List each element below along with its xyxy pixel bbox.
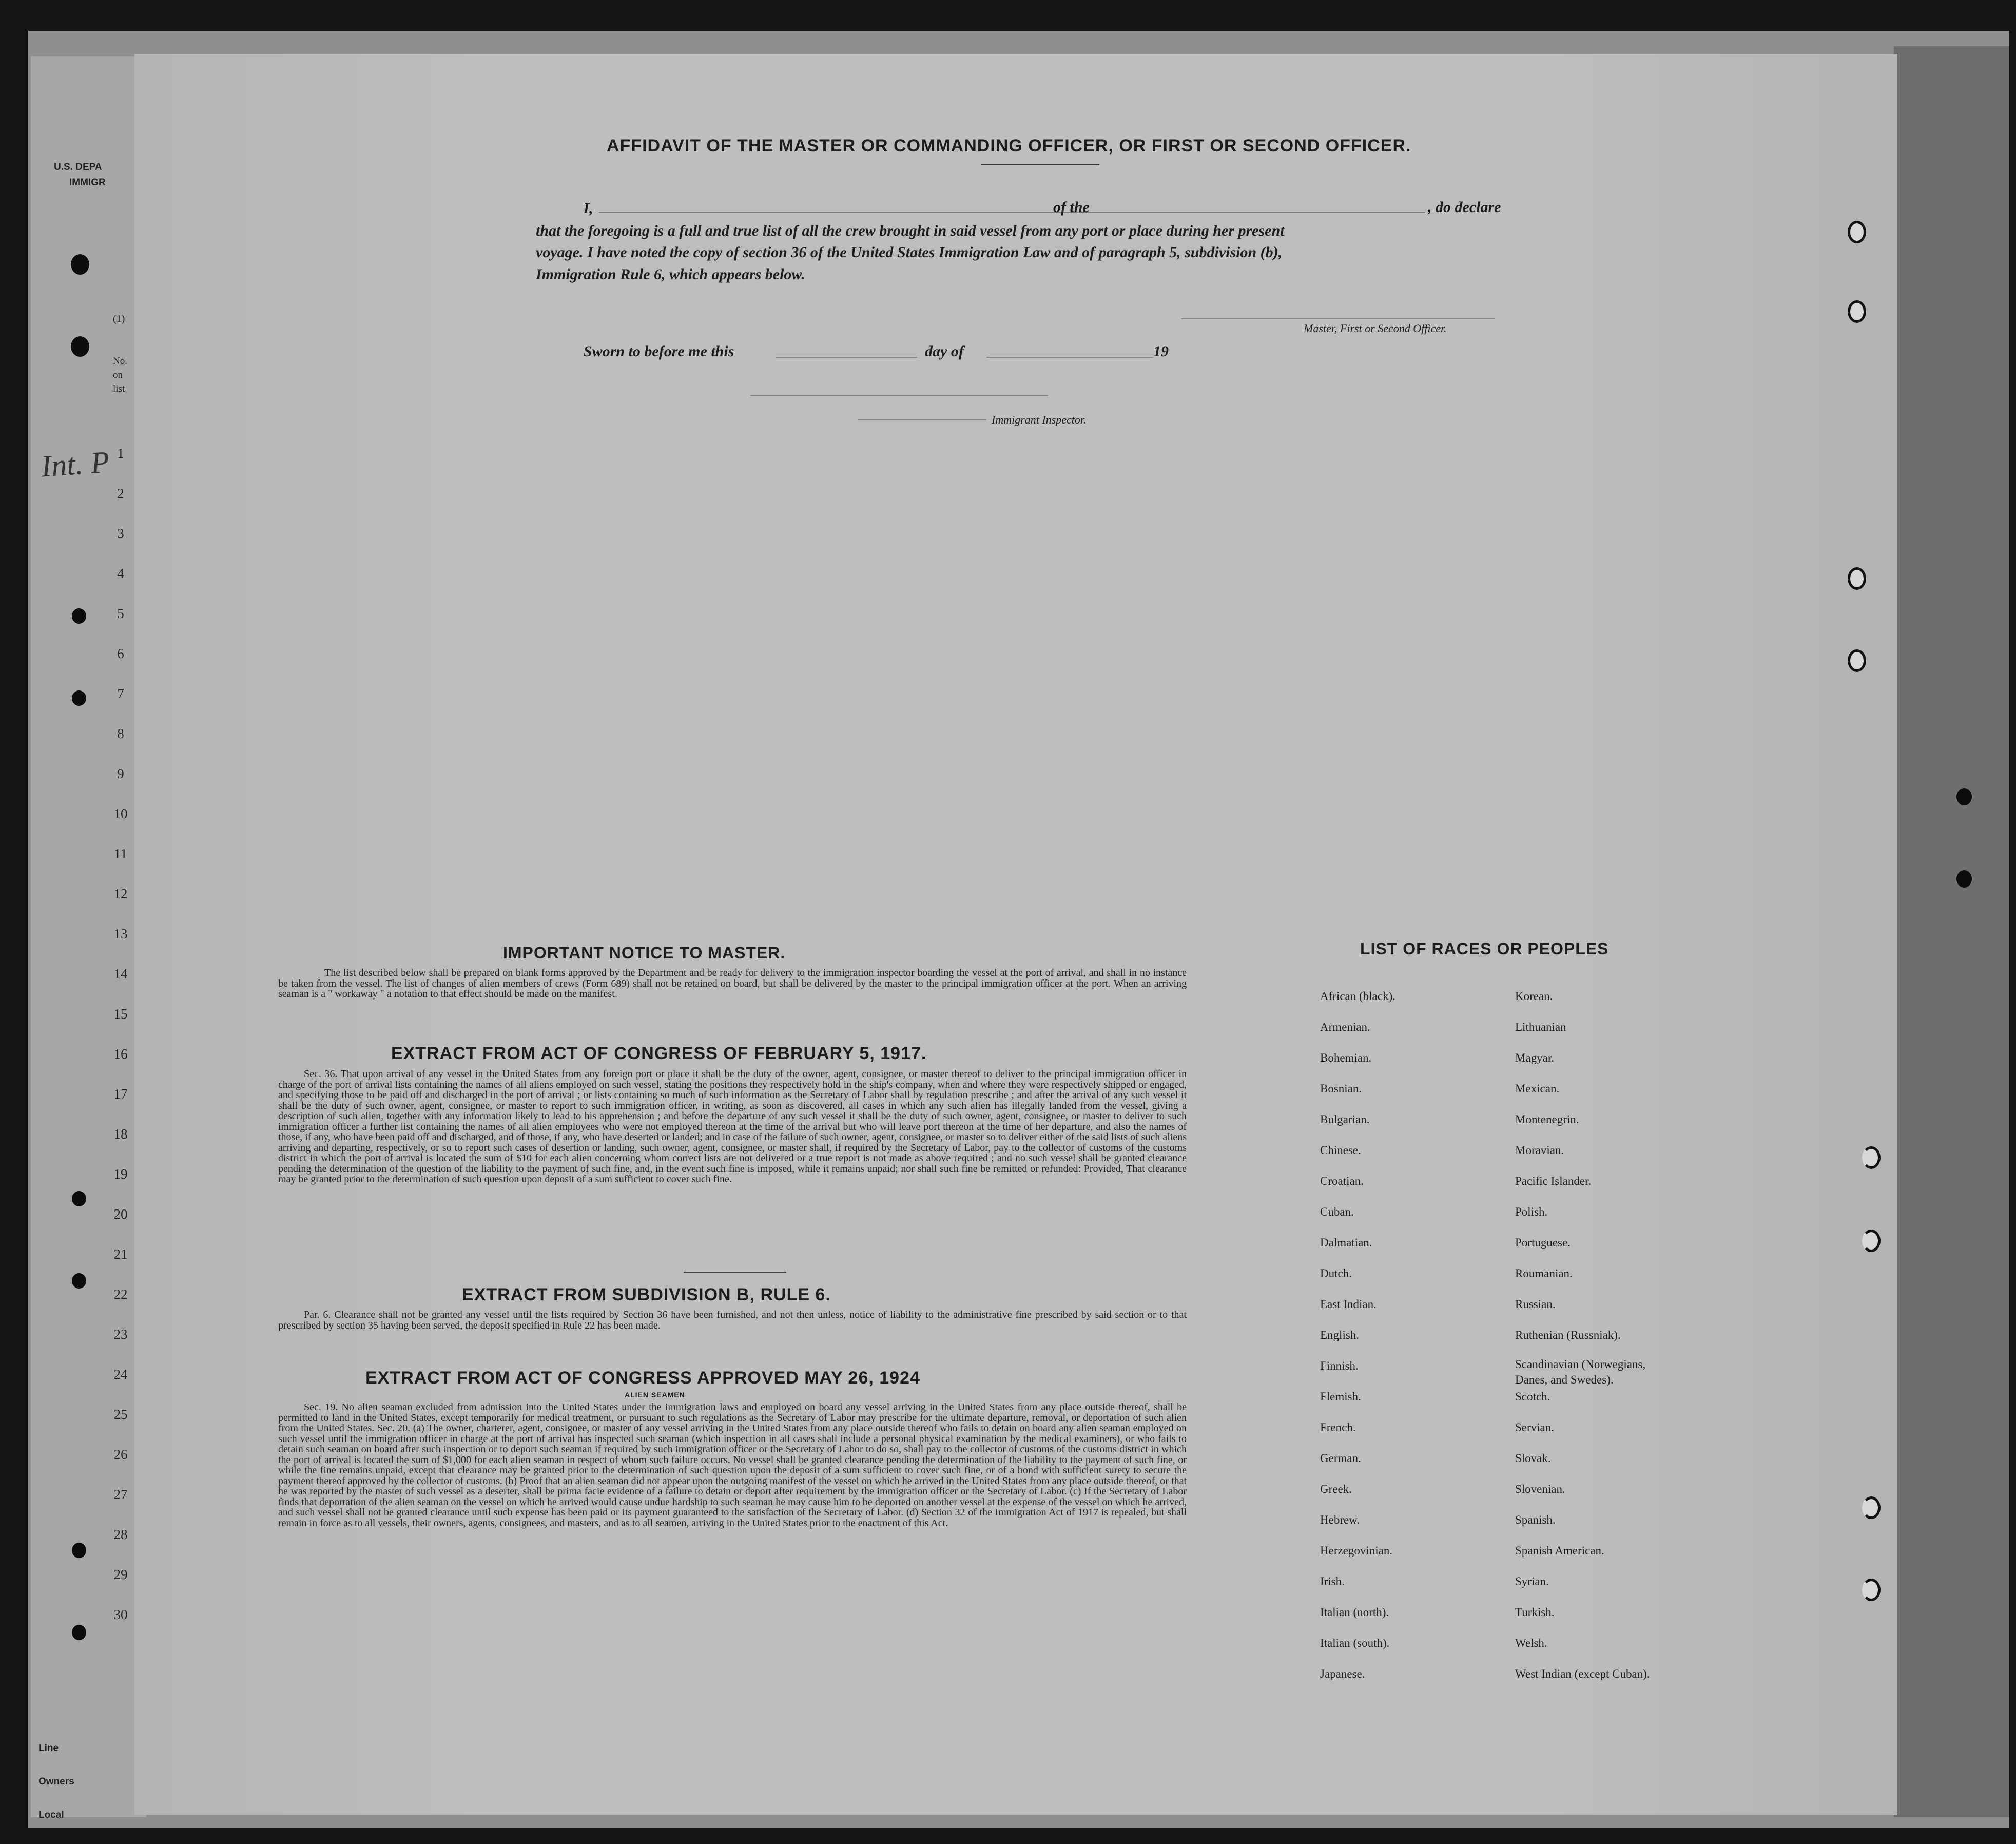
race-item: Dutch.	[1320, 1267, 1352, 1280]
binder-ring-icon	[1848, 649, 1866, 672]
races-title: LIST OF RACES OR PEOPLES	[1360, 939, 1609, 958]
punch-hole	[72, 1625, 86, 1640]
row-number: 9	[117, 766, 124, 781]
row-number: 13	[113, 926, 128, 942]
footer-label-local: Local	[38, 1810, 64, 1820]
column-header-line: No.	[113, 356, 127, 367]
race-item: Spanish.	[1515, 1513, 1556, 1526]
row-number: 11	[114, 846, 127, 861]
race-item: Scandinavian (Norwegians, Danes, and Swedes).	[1515, 1358, 1646, 1386]
extract-1924-title: EXTRACT FROM ACT OF CONGRESS APPROVED MAY 26, 1924	[365, 1368, 920, 1388]
race-item: Scotch.	[1515, 1390, 1550, 1403]
officer-signature-field[interactable]	[1181, 318, 1495, 319]
race-item: Korean.	[1515, 990, 1553, 1003]
race-item: Roumanian.	[1515, 1267, 1573, 1280]
row-number: 17	[113, 1086, 128, 1102]
binder-ring-icon	[1848, 221, 1866, 243]
row-number: 29	[113, 1567, 128, 1582]
row-number: 30	[113, 1607, 128, 1622]
race-item: Spanish American.	[1515, 1544, 1604, 1557]
race-item: Slovenian.	[1515, 1483, 1565, 1495]
row-number: 27	[113, 1487, 128, 1502]
punch-hole	[72, 1273, 86, 1289]
race-item: Welsh.	[1515, 1637, 1547, 1649]
sworn-prefix: Sworn to before me this	[584, 343, 734, 360]
footer-label-owners: Owners	[38, 1776, 74, 1787]
sworn-day-of: day of	[925, 343, 964, 360]
punch-hole	[72, 1191, 86, 1206]
binder-ring-icon	[1862, 1230, 1881, 1252]
row-number: 28	[113, 1527, 128, 1542]
agency-header-line2: IMMIGR	[69, 177, 106, 188]
race-item: Irish.	[1320, 1575, 1345, 1588]
row-number: 21	[113, 1246, 128, 1262]
page-edge-right	[1894, 46, 2009, 1817]
race-item: Bosnian.	[1320, 1082, 1362, 1095]
punch-hole	[1956, 788, 1972, 805]
inspector-signature-field[interactable]	[750, 395, 1048, 396]
punch-hole	[72, 690, 86, 706]
punch-hole	[72, 608, 86, 624]
race-item: Bohemian.	[1320, 1051, 1372, 1064]
row-number: 19	[113, 1166, 128, 1182]
race-item: Syrian.	[1515, 1575, 1549, 1588]
race-item: Italian (north).	[1320, 1606, 1389, 1619]
affidavit-title: AFFIDAVIT OF THE MASTER OR COMMANDING OFFICER, OR FIRST OR SECOND OFFICER.	[607, 136, 1411, 156]
inspector-name-field[interactable]	[858, 419, 986, 420]
footer-label-line: Line	[38, 1743, 59, 1754]
race-item: Finnish.	[1320, 1359, 1359, 1372]
row-number: 22	[113, 1286, 128, 1302]
race-item: Magyar.	[1515, 1051, 1555, 1064]
row-number: 10	[113, 806, 128, 821]
row-number: 15	[113, 1006, 128, 1022]
race-item: Italian (south).	[1320, 1637, 1390, 1649]
race-item: Croatian.	[1320, 1175, 1364, 1187]
row-number: 6	[117, 646, 124, 661]
race-item: French.	[1320, 1421, 1356, 1434]
race-item: Mexican.	[1515, 1082, 1560, 1095]
row-number: 1	[117, 446, 124, 461]
punch-hole	[1956, 870, 1972, 888]
sworn-year: 19	[1153, 343, 1169, 360]
row-number: 14	[113, 966, 128, 982]
race-item: Bulgarian.	[1320, 1113, 1370, 1126]
race-item: Montenegrin.	[1515, 1113, 1579, 1126]
race-item: Portuguese.	[1515, 1236, 1571, 1249]
row-number: 26	[113, 1447, 128, 1462]
row-number: 24	[113, 1367, 128, 1382]
race-item: African (black).	[1320, 990, 1395, 1003]
race-item: Russian.	[1515, 1298, 1556, 1311]
binder-ring-icon	[1848, 567, 1866, 590]
sworn-day-field[interactable]	[776, 357, 917, 358]
row-number: 16	[113, 1046, 128, 1062]
race-item: Greek.	[1320, 1483, 1352, 1495]
race-item: Turkish.	[1515, 1606, 1555, 1619]
column-header	[113, 354, 127, 396]
race-item: Chinese.	[1320, 1144, 1361, 1157]
inspector-label: Immigrant Inspector.	[992, 413, 1087, 426]
extract-1917-title: EXTRACT FROM ACT OF CONGRESS OF FEBRUARY 5, 1917.	[391, 1044, 927, 1063]
row-number: 18	[113, 1126, 128, 1142]
row-number: 25	[113, 1407, 128, 1422]
race-item: Herzegovinian.	[1320, 1544, 1393, 1557]
officer-signature-label: Master, First or Second Officer.	[1304, 322, 1447, 335]
column-number-label: (1)	[113, 313, 125, 324]
binder-ring-icon	[1848, 300, 1866, 323]
binder-ring-icon	[1862, 1146, 1881, 1169]
race-item: Slovak.	[1515, 1452, 1551, 1465]
row-number: 2	[117, 486, 124, 501]
race-item: Servian.	[1515, 1421, 1555, 1434]
column-header-line: list	[113, 383, 125, 394]
title-rule	[981, 164, 1099, 165]
column-header-line: on	[113, 370, 123, 380]
sworn-month-field[interactable]	[986, 357, 1153, 358]
handwritten-note: Int. P	[40, 445, 111, 484]
race-item: German.	[1320, 1452, 1361, 1465]
vessel-name-field[interactable]	[1107, 212, 1425, 213]
race-item: Japanese.	[1320, 1667, 1365, 1680]
race-item: West Indian (except Cuban).	[1515, 1667, 1650, 1680]
extract-rule6-text: Par. 6. Clearance shall not be granted any vessel until the lists required by Section 36 have been furnished, and not then unless, notice of liability to the administrative fine prescribed by said section or to that prescribed by section 35 having been served, the deposit specified in Rule 22 has been made.	[278, 1309, 1187, 1331]
row-number: 20	[113, 1206, 128, 1222]
binder-ring-icon	[1862, 1496, 1881, 1519]
race-item: Dalmatian.	[1320, 1236, 1372, 1249]
punch-hole	[71, 254, 89, 275]
binder-ring-icon	[1862, 1579, 1881, 1601]
row-number: 23	[113, 1327, 128, 1342]
affidavit-i: I,	[584, 200, 593, 217]
race-item: Ruthenian (Russniak).	[1515, 1329, 1621, 1341]
race-item: Cuban.	[1320, 1205, 1354, 1218]
extract-rule6-title: EXTRACT FROM SUBDIVISION B, RULE 6.	[462, 1285, 831, 1304]
row-number: 3	[117, 526, 124, 541]
form-sheet	[134, 54, 1897, 1815]
row-number: 8	[117, 726, 124, 741]
race-item: Polish.	[1515, 1205, 1548, 1218]
extract-1917-text: Sec. 36. That upon arrival of any vessel in the United States from any foreign port or place it shall be the duty of the owner, agent, consignee, or master thereof to deliver to the principal immigration officer in charge of the port of arrival lists containing the names of all aliens employed on such vessel, stating the positions they respectively hold in the ship's company, when and where they were respectively shipped or engaged, and specifying those to be paid off and discharged in the port of arrival ; or lists containing so much of such information as the Secretary of Labor shall by regulation prescribe ; and after the arrival of any such vessel it shall be the duty of such owner, agent, consignee, or master to report to such immigration officer, in writing, as soon as discovered, all cases in which any such alien has illegally landed from the vessel, giving a description of such alien, together with any information likely to lead to his apprehension ; and before the departure of any such vessel it shall be the duty of such owner, agent, consignee, or master to deliver to such immigration officer a further list containing the names of all alien employees who were not employed thereon at the time of the arrival but who will leave port thereon at the time of her departure, and also the names of those, if any, who have been paid off and discharged, and of those, if any, who have deserted or landed; and in case of the failure of such owner, agent, consignee, or master so to deliver either of the said lists of such aliens arriving and departing, respectively, or so to report such cases of desertion or landing, such owner, agent, consignee, or master shall, if required by the Secretary of Labor, pay to the collector of customs of the customs district in which the port of arrival is located the sum of $10 for each alien concerning whom correct lists are not delivered or a true report is not made as above required ; and no such vessel shall be granted clearance pending the determination of the question of the liability to the payment of such fine, and, in the event such fine is imposed, while it remains unpaid; nor shall such fine be remitted or refunded: Provided, That clearance may be granted prior to the determination of such question upon deposit of a sum sufficient to cover such fine.	[278, 1068, 1187, 1185]
row-number: 5	[117, 606, 124, 621]
race-item: Moravian.	[1515, 1144, 1564, 1157]
race-item: Armenian.	[1320, 1021, 1370, 1033]
affidavit-declare: , do declare	[1428, 199, 1501, 216]
extract-1924-subtitle: ALIEN SEAMEN	[625, 1391, 685, 1399]
row-number: 12	[113, 886, 128, 901]
race-item: Pacific Islander.	[1515, 1175, 1592, 1187]
affidavit-of-the: of the	[1053, 199, 1090, 216]
race-item: English.	[1320, 1329, 1360, 1341]
race-item: Flemish.	[1320, 1390, 1361, 1403]
extract-1924-text: Sec. 19. No alien seaman excluded from admission into the United States under the immigration laws and employed on board any vessel arriving in the United States from any place outside thereof, shall be permitted to land in the United States, except temporarily for medical treatment, or pursuant to such regulations as the Secretary of Labor may prescribe for the ultimate departure, removal, or deportation of such alien from the United States. Sec. 20. (a) The owner, charterer, agent, consignee, or master of any vessel arriving in the United States from any place outside thereof who fails to detain on board any alien seaman employed on such vessel until the immigration officer in charge at the port of arrival has inspected such seaman (which inspection in all cases shall include a personal physical examination by the medical examiners), or who fails to detain such seaman on board after such inspection or to deport such seaman if required by such immigration officer or the Secretary of Labor to do so, shall pay to the collector of customs of the customs district in which the port of arrival is located the sum of $1,000 for each alien seaman in respect of whom such failure occurs. No vessel shall be granted clearance pending the determination of the liability to the payment of such fine, or while the fine remains unpaid, except that clearance may be granted prior to the determination of such question upon the deposit of a sum sufficient to cover such fine, or of a bond with sufficient surety to secure the payment thereof approved by the collector of customs. (b) Proof that an alien seaman did not appear upon the outgoing manifest of the vessel on which he arrived in the United States from any place outside thereof, or that he was reported by the master of such vessel as a deserter, shall be prima facie evidence of a failure to detain or deport after requirement by the immigration officer or the Secretary of Labor. (c) If the Secretary of Labor finds that deportation of the alien seaman on the vessel on which he arrived would cause undue hardship to such seaman he may cause him to be deported on another vessel at the expense of the vessel on which he arrived, and such vessel shall not be granted clearance until such expense has been paid or its payment guaranteed to the satisfaction of the Secretary of Labor. (d) Section 32 of the Immigration Act of 1917 is repealed, but shall remain in force as to all vessels, their owners, agents, consignees, and masters, and as to all seamen, arriving in the United States prior to the enactment of this Act.	[278, 1401, 1187, 1529]
affidavit-text-line: that the foregoing is a full and true list of all the crew brought in said vessel from any port or place during her present	[536, 222, 1285, 239]
notice-title: IMPORTANT NOTICE TO MASTER.	[503, 944, 786, 962]
section-rule	[684, 1272, 786, 1273]
row-number: 4	[117, 566, 124, 581]
row-number: 7	[117, 686, 124, 701]
race-item: East Indian.	[1320, 1298, 1377, 1311]
affidavit-text-line: Immigration Rule 6, which appears below.	[536, 266, 805, 283]
race-item: Lithuanian	[1515, 1021, 1566, 1033]
punch-hole	[72, 1543, 86, 1558]
agency-header-line1: U.S. DEPA	[54, 162, 102, 172]
notice-text: The list described below shall be prepared on blank forms approved by the Department and be ready for delivery to the immigration inspector boarding the vessel at the port of arrival, and shall in no instance be taken from the vessel. The list of changes of alien members of crews (Form 689) shall not be retained on board, but shall be delivered by the master to the principal immigration officer at the port. When an arriving seaman is a " workaway " a notation to that effect should be made on the manifest.	[278, 967, 1187, 1000]
affidavit-text-line: voyage. I have noted the copy of section 36 of the United States Immigration Law and of paragraph 5, subdivision (b),	[536, 244, 1283, 261]
race-item: Hebrew.	[1320, 1513, 1360, 1526]
punch-hole	[71, 336, 89, 357]
